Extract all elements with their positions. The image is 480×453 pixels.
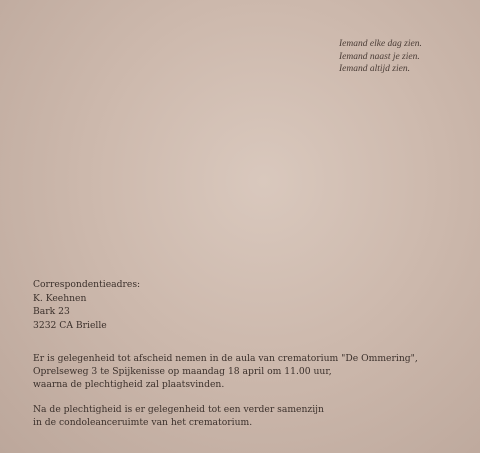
announcement-p2-line-1: Na de plechtigheid is er gelegenheid tot een verder samenzijn bbox=[33, 403, 324, 415]
address-postcode-city: 3232 CA Brielle bbox=[33, 319, 107, 331]
correspondence-address bbox=[33, 278, 140, 332]
announcement-p1-line-2: Oprelseweg 3 te Spijkenisse op maandag 18 april om 11.00 uur, bbox=[33, 366, 332, 378]
announcement-p1-line-1: Er is gelegenheid tot afscheid nemen in de aula van crematorium "De Ommering", bbox=[33, 353, 418, 364]
poem-verse bbox=[339, 38, 422, 76]
address-heading: Correspondentieadres: bbox=[33, 279, 141, 290]
announcement-p2-line-2: in de condoleanceruimte van het crematorium. bbox=[33, 416, 253, 428]
poem-line-3: Iemand altijd zien. bbox=[339, 64, 410, 74]
address-street: Bark 23 bbox=[33, 306, 70, 318]
poem-line-1: Iemand elke dag zien. bbox=[339, 39, 422, 49]
poem-line-2: Iemand naast je zien. bbox=[339, 51, 420, 62]
address-name: K. Keehnen bbox=[33, 292, 87, 304]
paragraph-gap bbox=[33, 392, 418, 403]
announcement-p1-line-3: waarna de plechtigheid zal plaatsvinden. bbox=[33, 379, 225, 391]
farewell-announcement bbox=[33, 352, 418, 429]
